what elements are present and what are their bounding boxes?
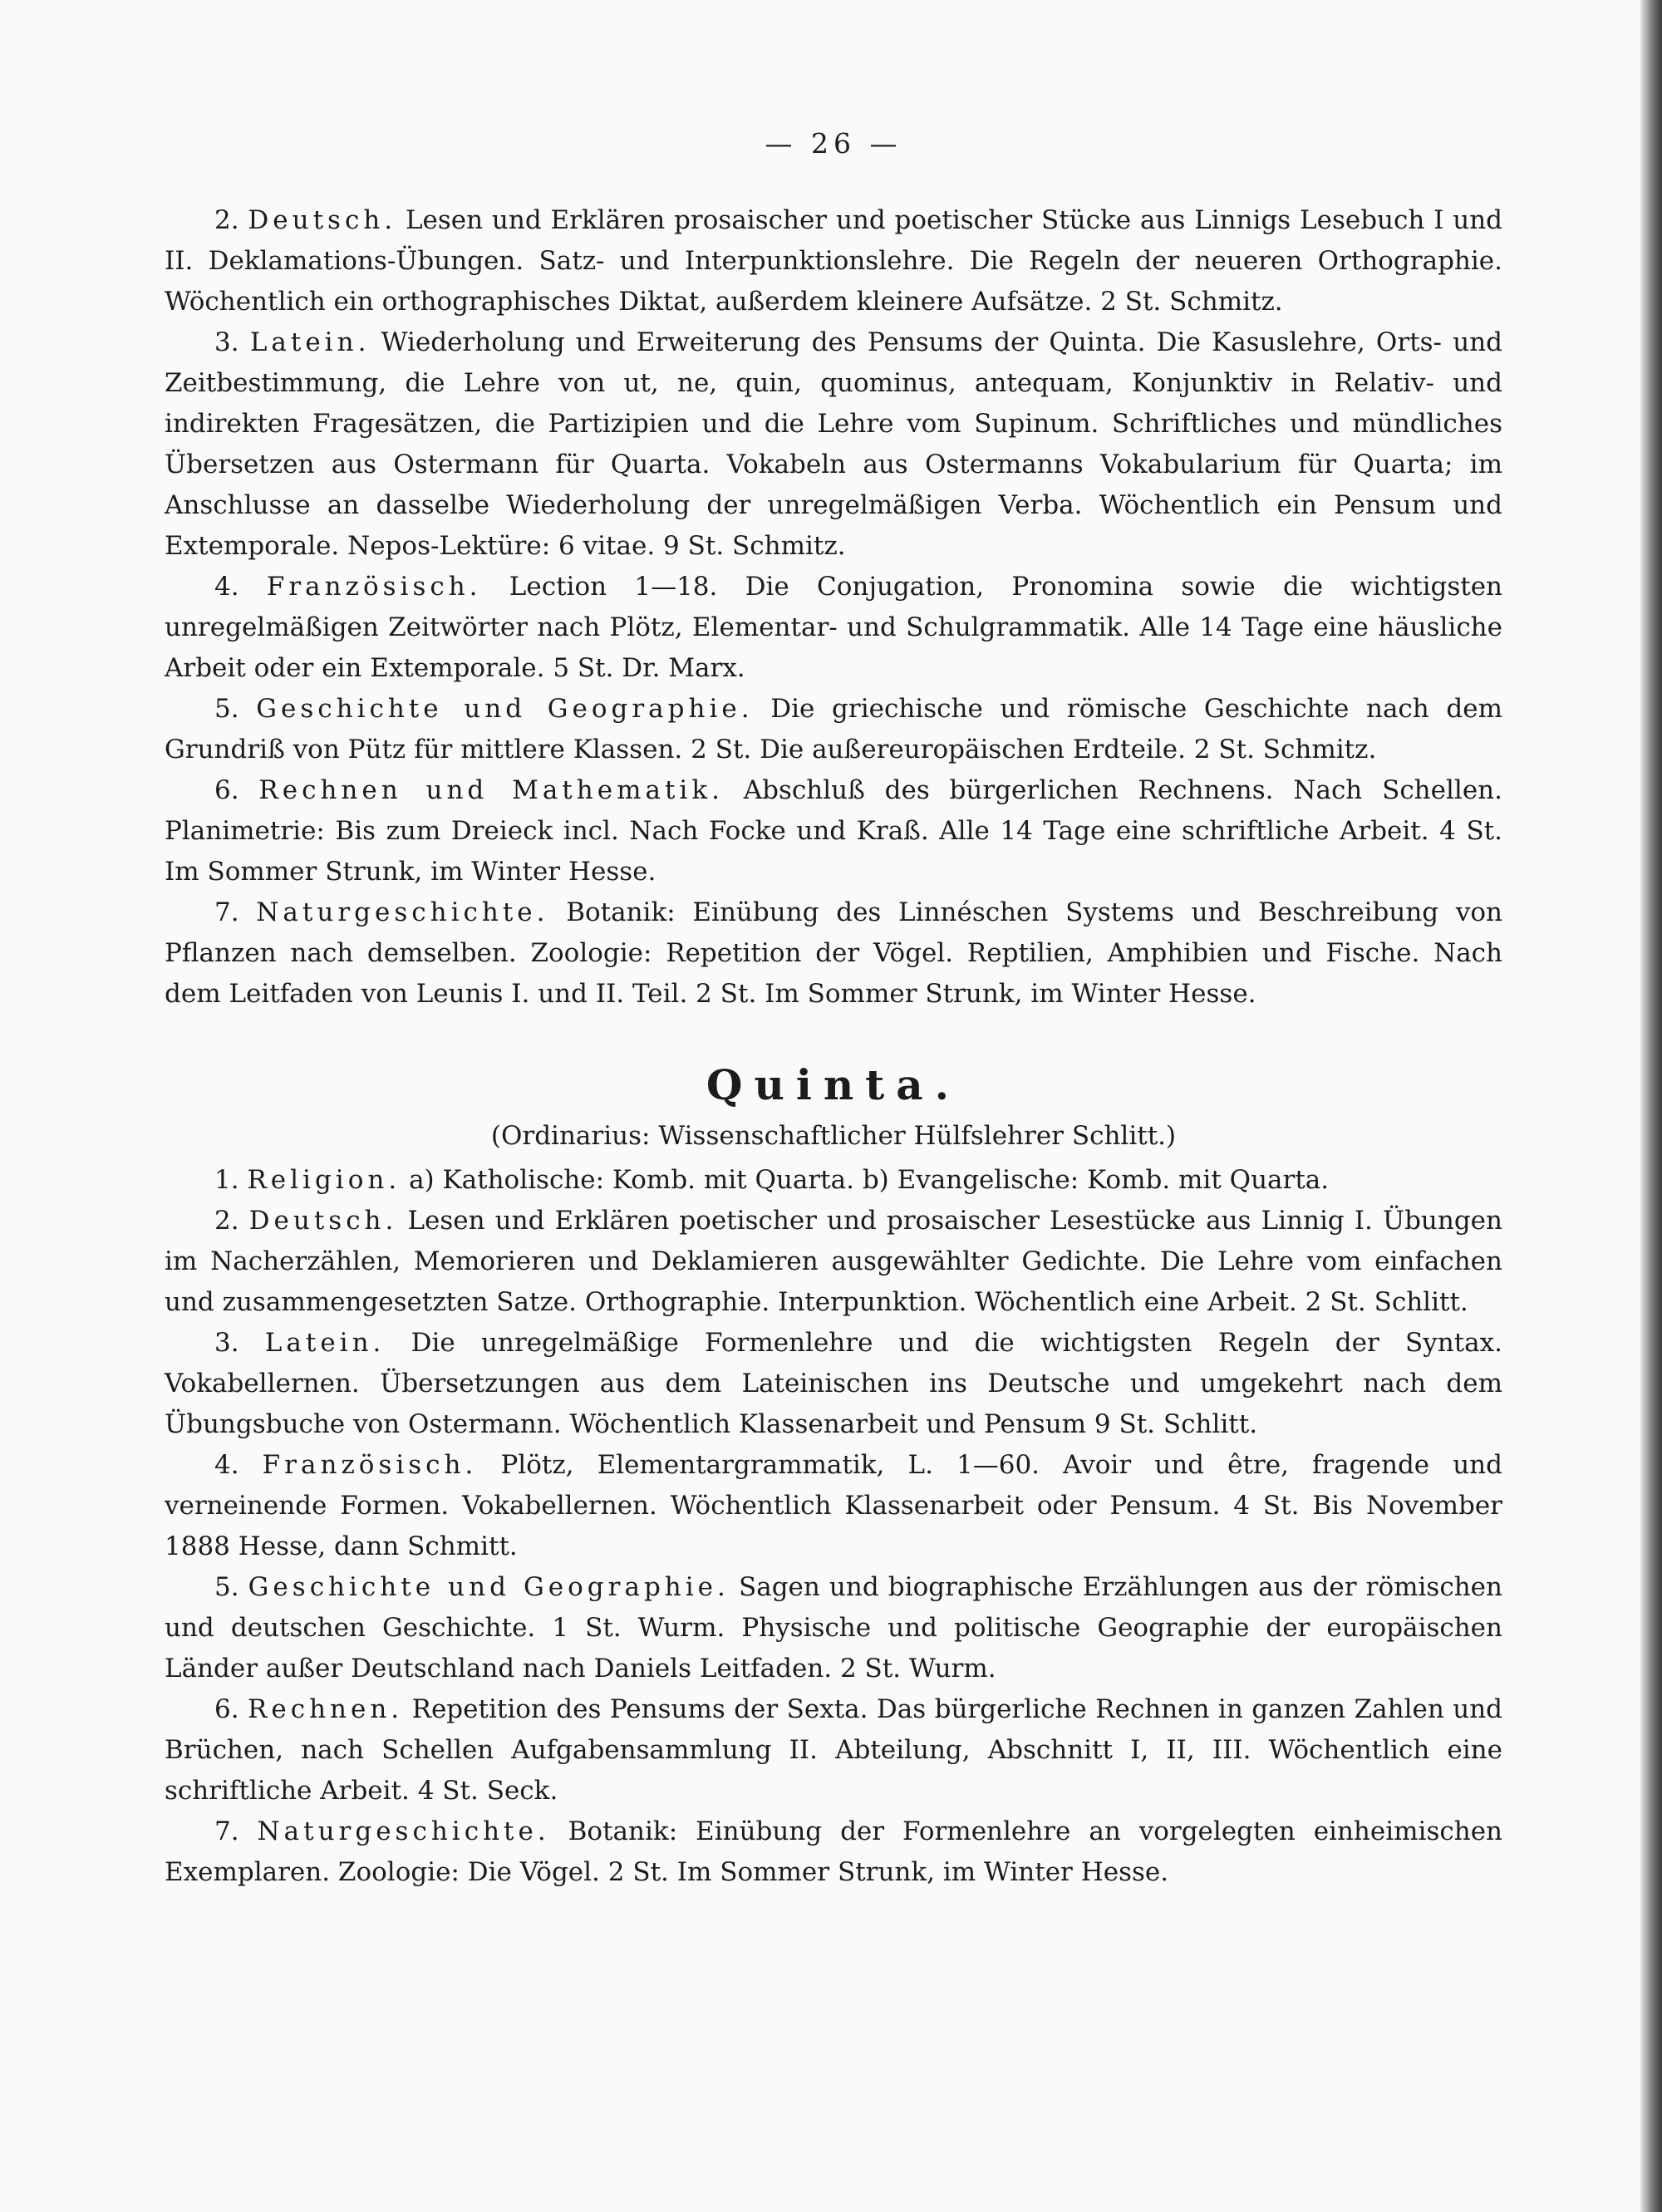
subject-label: Geschichte und Geographie. (256, 694, 754, 724)
subject-label: Naturgeschichte. (256, 897, 549, 927)
quinta-paragraph-deutsch: 2. Deutsch. Lesen und Erklären poetischer und prosaischer Lesestücke aus Linnig I. Übungen im Nacherzählen, Memorieren und Deklamieren ausgewählter Gedichte. Die Lehre vom einfachen und zusammengesetzten Satze. Orthographie. Interpunktion. Wöchentlich eine Arbeit. 2 St. Schlitt. (165, 1206, 1502, 1317)
subject-label: Latein. (264, 1328, 386, 1358)
subject-label: Deutsch. (248, 205, 397, 235)
subject-label: Geschichte und Geographie. (248, 1572, 730, 1602)
subject-label: Rechnen und Mathematik. (258, 775, 724, 805)
quarta-paragraph-franzoesisch: 4. Französisch. Lection 1—18. Die Conjugation, Pronomina sowie die wichtigsten unregelmäßigen Zeitwörter nach Plötz, Elementar- und Schulgrammatik. Alle 14 Tage eine häusliche Arbeit oder ein Extemporale. 5 St. Dr. Marx. (165, 572, 1503, 683)
subject-label: Rechnen. (248, 1694, 404, 1724)
quinta-paragraph-rechnen: 6. Rechnen. Repetition des Pensums der Sexta. Das bürgerliche Rechnen in ganzen Zahlen und Brüchen, nach Schellen Aufgabensammlung II. Abteilung, Abschnitt I, II, III. Wöchentlich eine schriftliche Arbeit. 4 St. Seck. (165, 1694, 1502, 1806)
quinta-paragraph-geschichte: 5. Geschichte und Geographie. Sagen und biographische Erzählungen aus der römischen und deutschen Geschichte. 1 St. Wurm. Physische und politische Geographie der europäischen Länder außer Deutschland nach Daniels Leitfaden. 2 St. Wurm. (165, 1572, 1502, 1684)
subject-label: Deutsch. (248, 1206, 398, 1236)
subject-label: Religion. (247, 1165, 401, 1195)
ordinarius-line: (Ordinarius: Wissenschaftlicher Hülfslehrer Schlitt.) (490, 1121, 1177, 1151)
quinta-paragraph-religion: 1. Religion. a) Katholische: Komb. mit Quarta. b) Evangelische: Komb. mit Quarta. (214, 1165, 1330, 1195)
quarta-paragraph-geschichte: 5. Geschichte und Geographie. Die griechische und römische Geschichte nach dem Grundriß von Pütz für mittlere Klassen. 2 St. Die außereuropäischen Erdteile. 2 St. Schmitz. (165, 694, 1503, 764)
quinta-section (165, 1059, 1502, 1893)
quinta-paragraph-naturgeschichte: 7. Naturgeschichte. Botanik: Einübung der Formenlehre an vorgelegten einheimischen Exemplaren. Zoologie: Die Vögel. 2 St. Im Sommer Strunk, im Winter Hesse. (165, 1816, 1503, 1887)
quinta-paragraph-latein: 3. Latein. Die unregelmäßige Formenlehre und die wichtigsten Regeln der Syntax. Vokabellernen. Übersetzungen aus dem Lateinischen ins Deutsche und umgekehrt nach dem Übungsbuche von Ostermann. Wöchentlich Klassenarbeit und Pensum 9 St. Schlitt. (165, 1328, 1502, 1439)
subject-label: Latein. (249, 327, 371, 357)
text-block (165, 123, 1502, 1893)
section-heading: Quinta. (706, 1060, 961, 1109)
quinta-paragraph-franzoesisch: 4. Französisch. Plötz, Elementargrammatik, L. 1—60. Avoir und être, fragende und verneinende Formen. Vokabellernen. Wöchentlich Klassenarbeit oder Pensum. 4 St. Bis November 1888 Hesse, dann Schmitt. (165, 1450, 1502, 1561)
quarta-paragraph-latein: 3. Latein. Wiederholung und Erweiterung des Pensums der Quinta. Die Kasuslehre, Orts- und Zeitbestimmung, die Lehre von ut, ne, quin, quominus, antequam, Konjunktiv in Relativ- und indirekten Fragesätzen, die Partizipien und die Lehre vom Supinum. Schriftliches und mündliches Übersetzen aus Ostermann für Quarta. Vokabeln aus Ostermanns Vokabularium für Quarta; im Anschlusse an dasselbe Wiederholung der unregelmäßigen Verba. Wöchentlich ein Pensum und Extemporale. Nepos-Lektüre: 6 vitae. 9 St. Schmitz. (165, 327, 1503, 561)
page-number: — 26 — (765, 127, 902, 160)
quarta-paragraph-naturgeschichte: 7. Naturgeschichte. Botanik: Einübung des Linnéschen Systems und Beschreibung von Pflanzen nach demselben. Zoologie: Repetition der Vögel. Reptilien, Amphibien und Fische. Nach dem Leitfaden von Leunis I. und II. Teil. 2 St. Im Sommer Strunk, im Winter Hesse. (165, 897, 1502, 1009)
subject-label: Französisch. (266, 572, 482, 602)
subject-label: Naturgeschichte. (257, 1816, 550, 1846)
quarta-paragraph-deutsch: 2. Deutsch. Lesen und Erklären prosaischer und poetischer Stücke aus Linnigs Lesebuch I und II. Deklamations-Übungen. Satz- und Interpunktionslehre. Die Regeln der neueren Orthographie. Wöchentlich ein orthographisches Diktat, außerdem kleinere Aufsätze. 2 St. Schmitz. (165, 205, 1503, 317)
subject-label: Französisch. (262, 1450, 478, 1480)
book-spine-shadow (1640, 0, 1662, 2212)
quarta-section (165, 200, 1502, 1015)
quarta-paragraph-rechnen: 6. Rechnen und Mathematik. Abschluß des bürgerlichen Rechnens. Nach Schellen. Planimetrie: Bis zum Dreieck incl. Nach Focke und Kraß. Alle 14 Tage eine schriftliche Arbeit. 4 St. Im Sommer Strunk, im Winter Hesse. (165, 775, 1502, 887)
